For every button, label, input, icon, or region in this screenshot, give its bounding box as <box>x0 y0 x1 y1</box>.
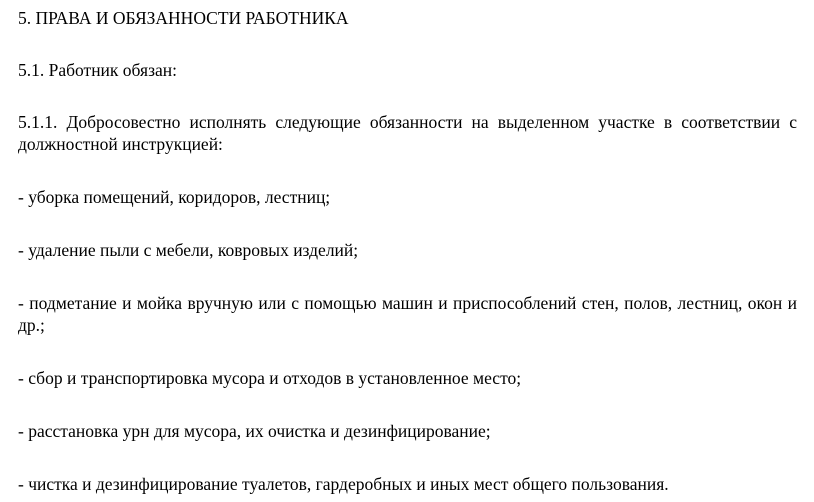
duty-item-2: - удаление пыли с мебели, ковровых изделий; <box>18 240 359 260</box>
clause-5-1-1: 5.1.1. Добросовестно исполнять следующие обязанности на выделенном участке в соответствии с должностной инструкцией: <box>18 112 797 154</box>
duty-item-5: - расстановка урн для мусора, их очистка и дезинфицирование; <box>18 421 491 441</box>
document-page <box>18 7 797 495</box>
duty-item-3: - подметание и мойка вручную или с помощью машин и приспособлений стен, полов, лестниц, окон и др.; <box>18 293 797 335</box>
duty-item-1: - уборка помещений, коридоров, лестниц; <box>18 187 331 207</box>
duty-item-4: - сбор и транспортировка мусора и отходов в установленное место; <box>18 368 522 388</box>
section-heading: 5. ПРАВА И ОБЯЗАННОСТИ РАБОТНИКА <box>18 8 349 28</box>
duty-item-6: - чистка и дезинфицирование туалетов, гардеробных и иных мест общего пользования. <box>18 474 669 494</box>
clause-5-1: 5.1. Работник обязан: <box>18 60 177 80</box>
